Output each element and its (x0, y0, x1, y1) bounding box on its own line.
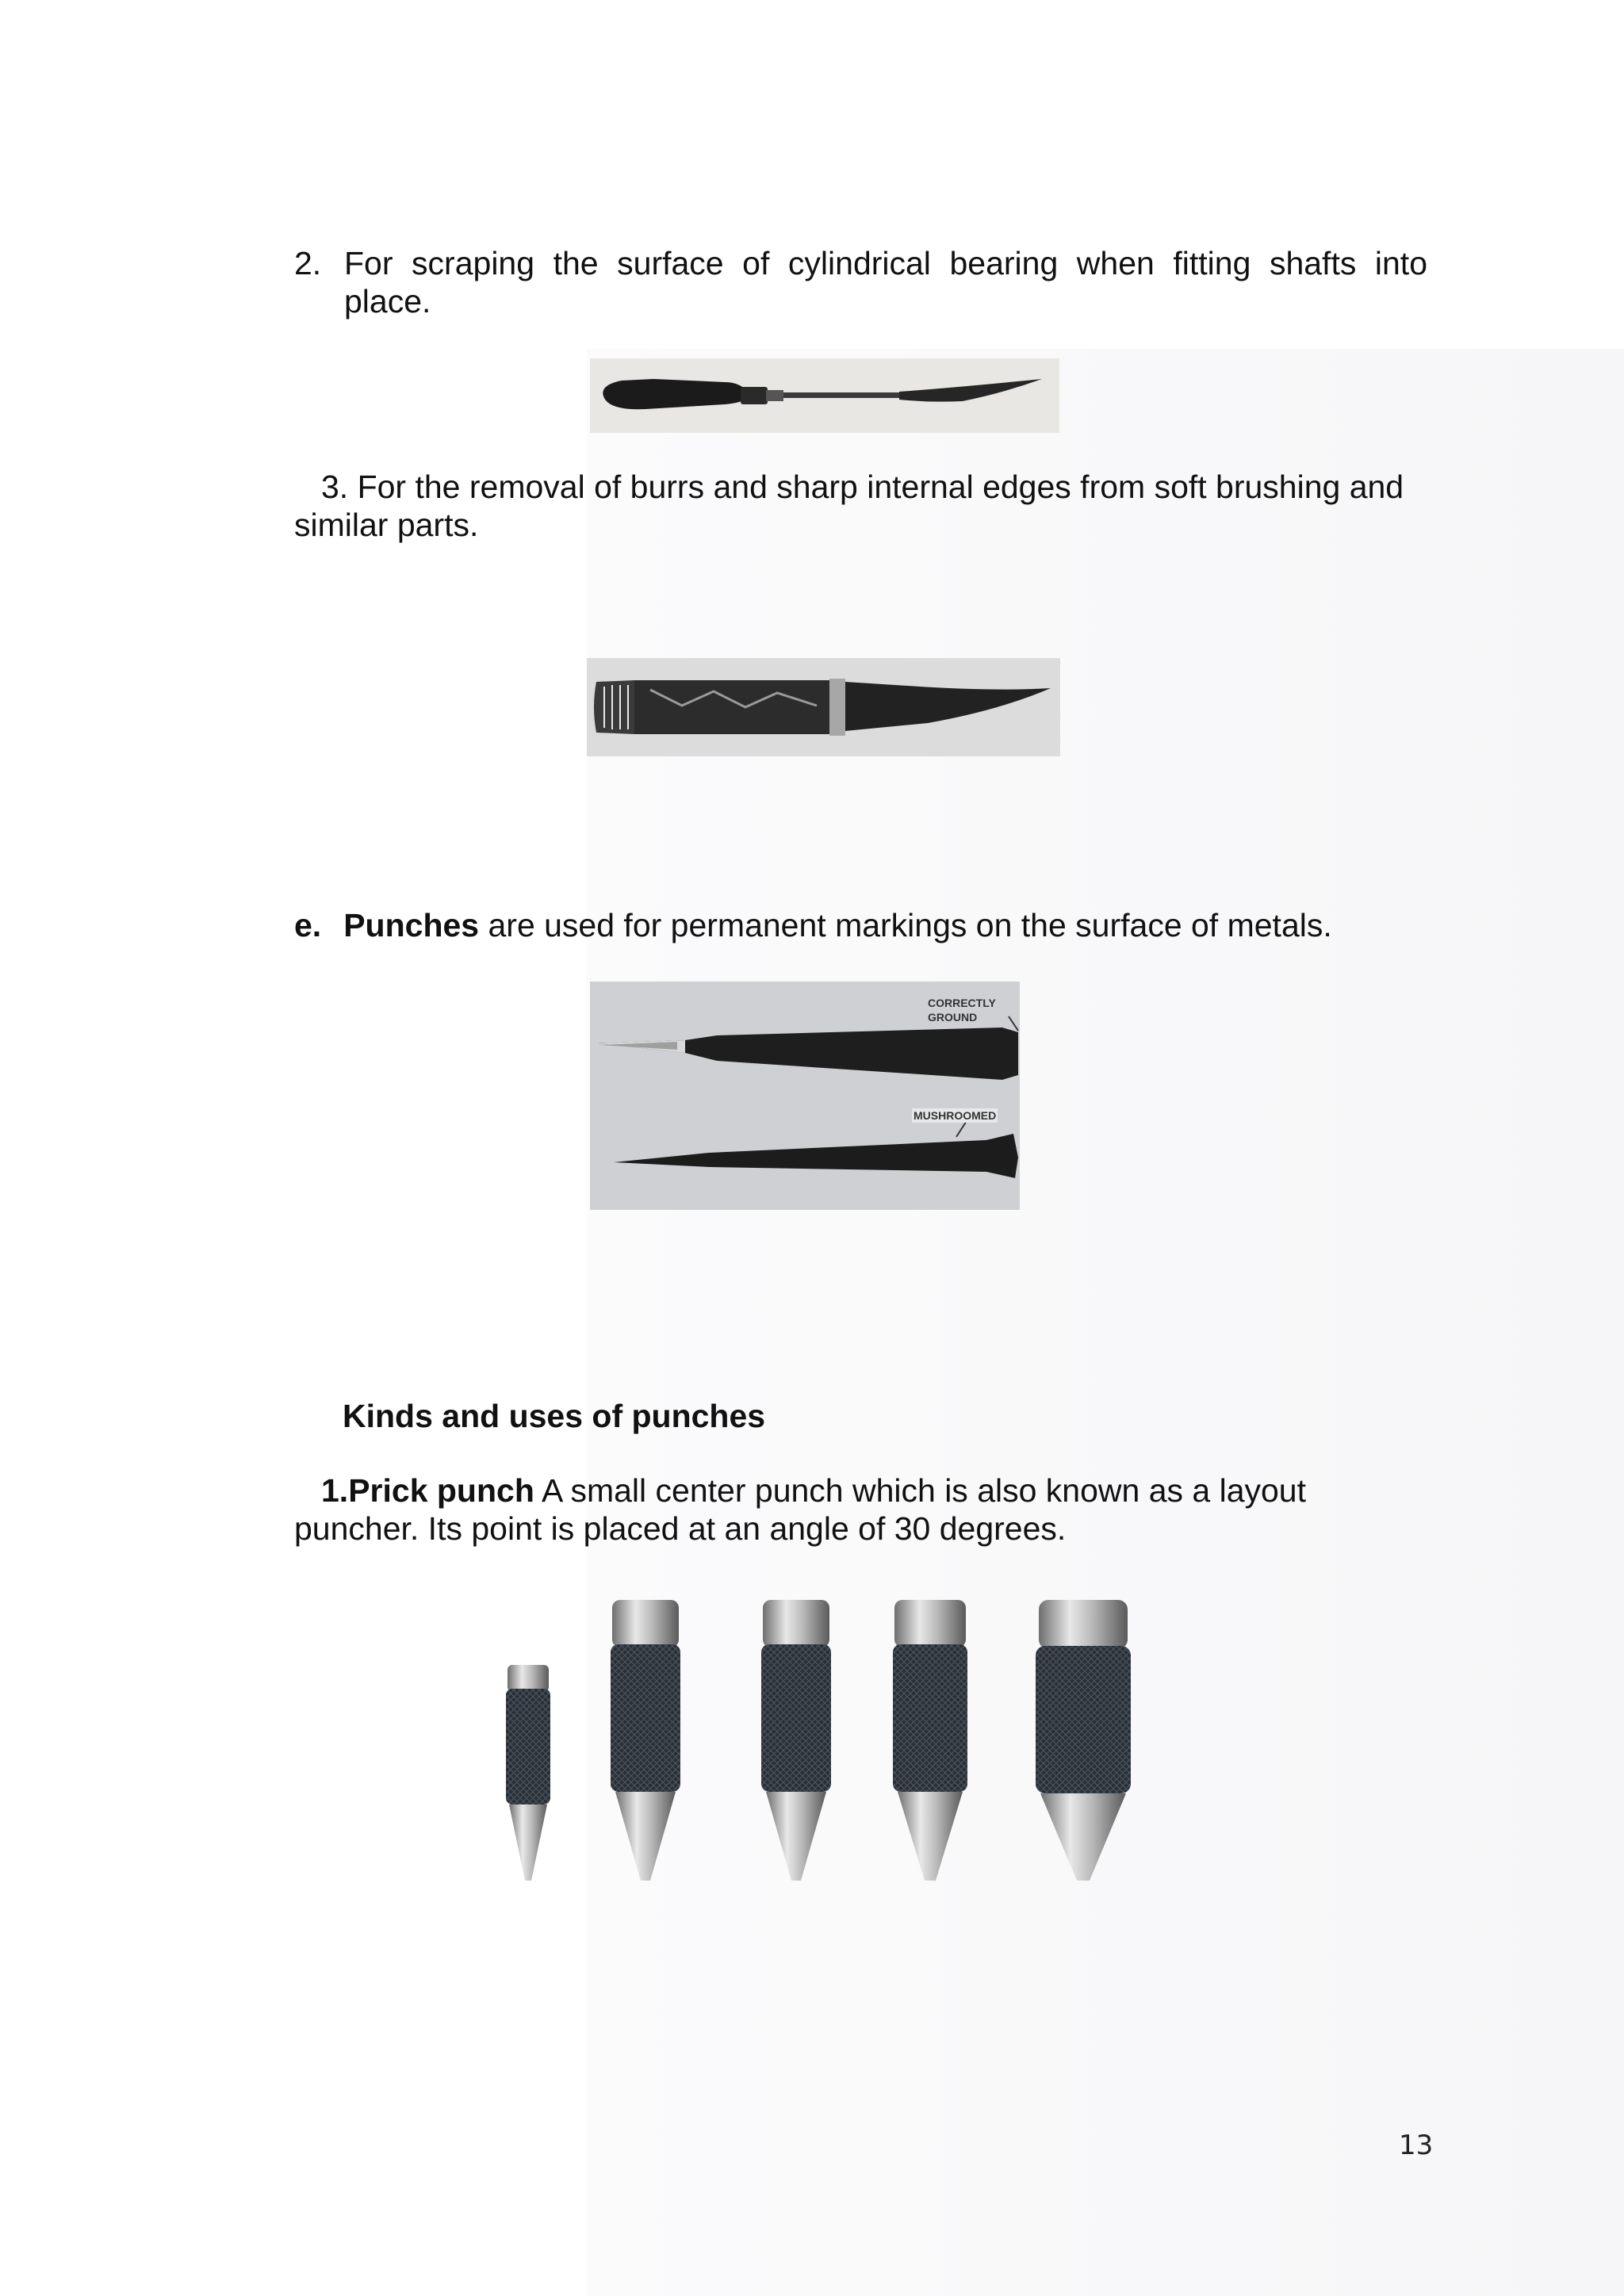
item-3-line-1: 3. For the removal of burrs and sharp internal edges from soft brushing and (321, 469, 1404, 505)
label-ground: GROUND (928, 1011, 978, 1024)
prick-punch-line-1 (321, 1471, 1306, 1510)
item-2-line-1: For scraping the surface of cylindrical bearing when fitting shafts into (344, 245, 1427, 281)
item-e-letter: e. (294, 907, 322, 943)
item-e-line (294, 906, 1332, 944)
label-mushroomed: MUSHROOMED (914, 1109, 997, 1122)
section-heading: Kinds and uses of punches (343, 1398, 766, 1434)
page-shading (587, 349, 1624, 2296)
item-2-line-2: place. (344, 283, 431, 320)
item-3-line-2: similar parts. (294, 507, 479, 543)
item-2-number: 2. (294, 245, 322, 281)
label-correctly: CORRECTLY (928, 997, 996, 1009)
prick-punch-set-image (492, 1586, 1150, 1895)
curved-scraper-image (590, 358, 1059, 433)
item-e-term: Punches (343, 907, 480, 943)
item-e-rest: are used for permanent markings on the surface of metals. (479, 907, 1332, 943)
punches-image (590, 982, 1020, 1210)
deburring-tool-image (587, 658, 1060, 756)
prick-punch-rest: A small center punch which is also known as a layout (534, 1472, 1307, 1509)
prick-punch-line-2: puncher. Its point is placed at an angle of 30 degrees. (294, 1510, 1067, 1547)
page-number: 13 (1399, 2130, 1434, 2161)
prick-punch-term: 1.Prick punch (321, 1472, 534, 1509)
